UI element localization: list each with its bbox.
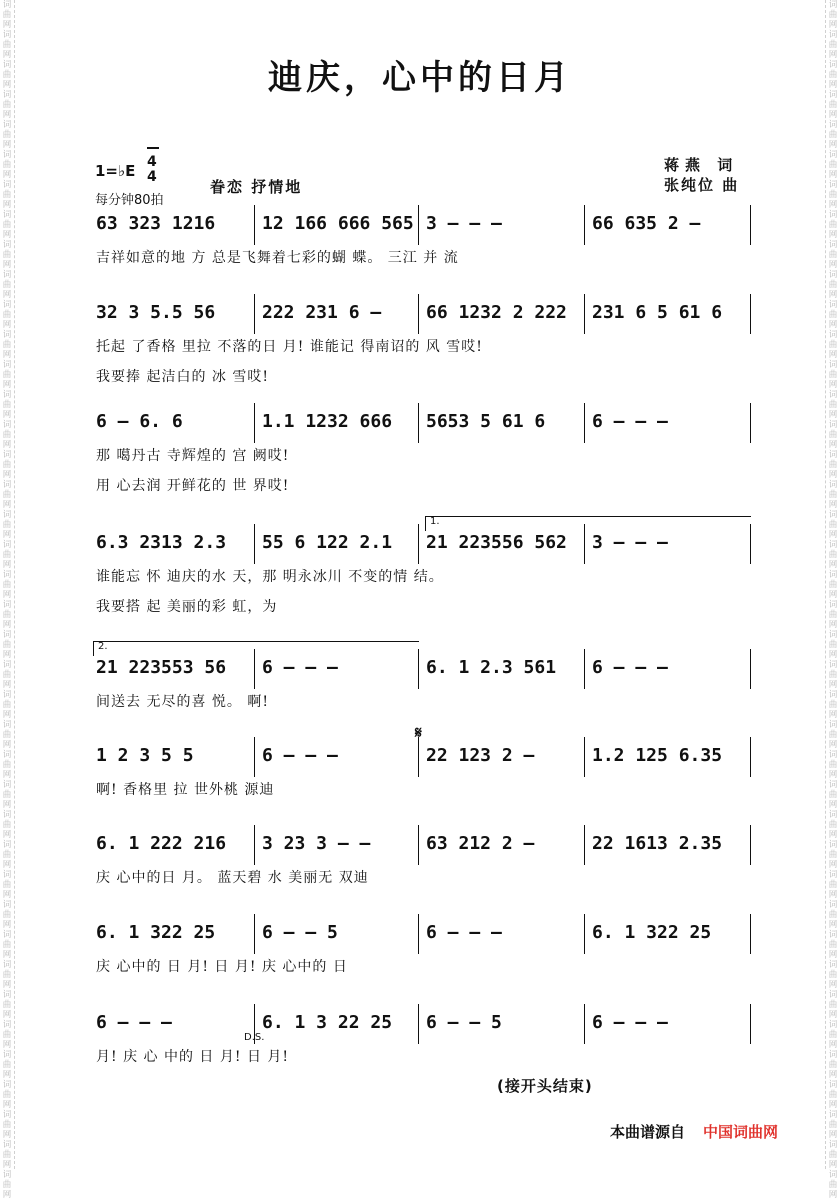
barline — [254, 914, 255, 954]
measure: 6 — — 5 — [262, 922, 338, 943]
volta-2-bracket — [93, 641, 419, 656]
lyric-line: 那 噶丹古 寺辉煌的 宫 阙哎! — [96, 448, 290, 464]
staff-row — [96, 411, 760, 445]
staff-row — [96, 302, 760, 336]
barline — [750, 649, 751, 689]
measure: 1.2 125 6.35 — [592, 745, 723, 766]
barline — [584, 825, 585, 865]
barline — [750, 294, 751, 334]
barline — [750, 825, 751, 865]
source-label: 本曲谱源自 — [610, 1123, 686, 1141]
barline — [584, 1004, 585, 1044]
measure: 231 6 5 61 6 — [592, 302, 723, 323]
right-watermark-strip: 词曲网词曲网词曲网词曲网词曲网词曲网词曲网词曲网词曲网词曲网词曲网词曲网词曲网词曲网词曲网词曲网词曲网词曲网词曲网词曲网词曲网词曲网词曲网词曲网词曲网词曲网词曲网词曲网词曲网词曲网词曲网词曲网词曲网词曲网词曲网词曲网词曲网词曲网词曲网词曲网 — [825, 0, 840, 1169]
lyric-line: 庆 心中的日 月。 蓝天碧 水 美丽无 双迪 — [96, 870, 369, 886]
time-signature-top: 4 — [147, 154, 157, 170]
measure: 6 — — — — [592, 411, 668, 432]
song-title: 迪庆，心中的日月 — [268, 58, 572, 98]
measure: 3 23 3 — — — [262, 833, 371, 854]
measure: 222 231 6 — — [262, 302, 382, 323]
time-signature — [147, 155, 157, 185]
measure: 6 — — — — [96, 1012, 172, 1033]
barline — [418, 205, 419, 245]
measure: 32 3 5.5 56 — [96, 302, 216, 323]
measure: 6 — — — — [592, 1012, 668, 1033]
barline — [584, 205, 585, 245]
measure: 22 1613 2.35 — [592, 833, 723, 854]
source-brand: 中国词曲网 — [703, 1123, 779, 1141]
measure: 6. 1 322 25 — [592, 922, 712, 943]
lyricist-credit: 蒋燕 词 — [664, 156, 739, 174]
left-watermark-strip: 词曲网词曲网词曲网词曲网词曲网词曲网词曲网词曲网词曲网词曲网词曲网词曲网词曲网词曲网词曲网词曲网词曲网词曲网词曲网词曲网词曲网词曲网词曲网词曲网词曲网词曲网词曲网词曲网词曲网词曲网词曲网词曲网词曲网词曲网词曲网词曲网词曲网词曲网词曲网词曲网 — [0, 0, 15, 1169]
volta-1-label: 1. — [430, 516, 440, 527]
lyric-line: 用 心去润 开鲜花的 世 界哎! — [96, 478, 290, 494]
measure: 3 — — — — [426, 213, 502, 234]
key-signature: 1=♭E — [95, 162, 136, 180]
barline — [750, 205, 751, 245]
measure: 1.1 1232 666 — [262, 411, 393, 432]
measure: 6. 1 3 22 25 — [262, 1012, 393, 1033]
expression-marking: 眷恋 抒情地 — [210, 178, 303, 196]
lyric-line: 庆 心中的 日 月! 日 月! 庆 心中的 日 — [96, 959, 348, 975]
measure: 55 6 122 2.1 — [262, 532, 393, 553]
measure: 3 — — — — [592, 532, 668, 553]
measure: 63 323 1216 — [96, 213, 216, 234]
lyric-line: 谁能忘 怀 迪庆的水 天，那 明永冰川 不变的情 结。 — [96, 569, 444, 585]
lyric-line: 托起 了香格 里拉 不落的日 月! 谁能记 得南诏的 风 雪哎! — [96, 339, 483, 355]
measure: 6 — — — — [426, 922, 502, 943]
barline — [254, 294, 255, 334]
staff-row — [96, 922, 760, 956]
measure: 6 — — 5 — [426, 1012, 502, 1033]
measure: 5653 5 61 6 — [426, 411, 546, 432]
measure: 6. 1 2.3 561 — [426, 657, 557, 678]
barline — [418, 524, 419, 564]
lyric-line: 月! 庆 心 中的 日 月! 日 月! — [96, 1049, 290, 1065]
barline — [254, 825, 255, 865]
measure: 6.3 2313 2.3 — [96, 532, 227, 553]
measure: 6. 1 222 216 — [96, 833, 227, 854]
barline — [254, 205, 255, 245]
composer-credit: 张纯位 曲 — [664, 176, 740, 194]
time-signature-bottom: 4 — [147, 169, 157, 185]
measure: 1 2 3 5 5 — [96, 745, 194, 766]
barline — [584, 294, 585, 334]
barline — [254, 403, 255, 443]
measure: 21 223556 562 — [426, 532, 567, 553]
staff-row — [96, 657, 760, 691]
lyric-line: 间送去 无尽的喜 悦。 啊! — [96, 694, 269, 710]
barline — [584, 914, 585, 954]
segno-sign: 𝄋 — [415, 723, 422, 742]
measure: 6 — — — — [262, 657, 338, 678]
barline — [584, 737, 585, 777]
barline — [254, 524, 255, 564]
lyric-line: 我要捧 起洁白的 冰 雪哎! — [96, 369, 269, 385]
measure: 6 — — — — [592, 657, 668, 678]
barline — [750, 737, 751, 777]
barline — [750, 403, 751, 443]
barline — [418, 403, 419, 443]
barline — [584, 403, 585, 443]
barline — [254, 737, 255, 777]
measure: 66 635 2 — — [592, 213, 701, 234]
measure: 6. 1 322 25 — [96, 922, 216, 943]
barline — [750, 914, 751, 954]
barline — [418, 294, 419, 334]
measure: 12 166 666 565 — [262, 213, 414, 234]
measure: 6 — — — — [262, 745, 338, 766]
source-credit — [610, 1121, 778, 1142]
barline — [750, 1004, 751, 1044]
measure: 22 123 2 — — [426, 745, 535, 766]
measure: 6 — 6. 6 — [96, 411, 183, 432]
staff-row — [96, 532, 760, 566]
dal-segno-label: D.S. — [244, 1032, 265, 1043]
volta-2-label: 2. — [98, 641, 108, 652]
lyric-line: 啊! 香格里 拉 世外桃 源迪 — [96, 782, 275, 798]
staff-row — [96, 745, 760, 779]
lyric-line: 吉祥如意的地 方 总是飞舞着七彩的蝴 蝶。 三江 并 流 — [96, 250, 459, 266]
barline — [418, 914, 419, 954]
staff-row — [96, 1012, 760, 1046]
tempo-marking: 每分钟80拍 — [95, 193, 164, 208]
lyric-line: 我要搭 起 美丽的彩 虹，为 — [96, 599, 278, 615]
barline — [584, 649, 585, 689]
measure: 21 223553 56 — [96, 657, 227, 678]
ending-instruction: (接开头结束) — [497, 1077, 593, 1095]
measure: 63 212 2 — — [426, 833, 535, 854]
barline — [418, 825, 419, 865]
staff-row — [96, 833, 760, 867]
staff-row — [96, 213, 760, 247]
volta-1-bracket — [425, 516, 751, 531]
barline — [418, 737, 419, 777]
measure: 66 1232 2 222 — [426, 302, 567, 323]
barline — [418, 1004, 419, 1044]
